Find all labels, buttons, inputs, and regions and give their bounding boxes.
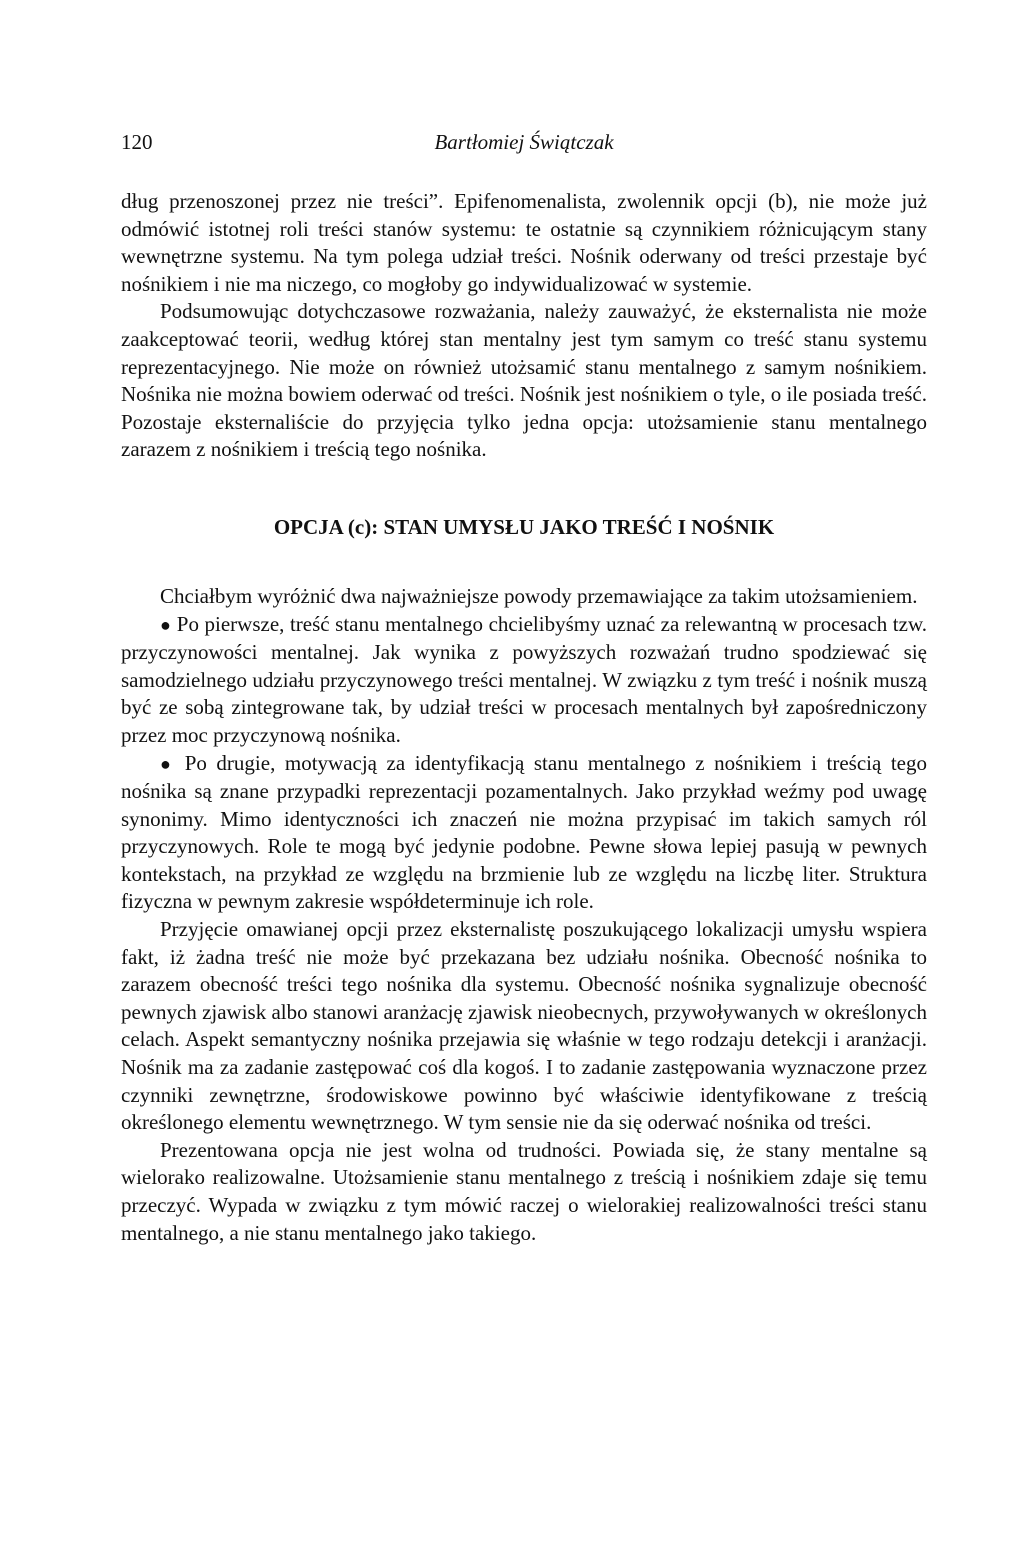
- paragraph-continued: dług przenoszonej przez nie treści”. Epifenomenalista, zwolennik opcji (b), nie może już odmówić istotnej roli treści stanów systemu: te ostatnie są czynnikiem różnicującym stany wewnętrzne systemu. Na tym polega udział treści. Nośnik oderwany od treści przestaje być nośnikiem i nie ma niczego, co mogłoby go indywidualizować w systemie.: [121, 189, 927, 296]
- bullet-icon: ●: [160, 753, 176, 774]
- running-head-author: Bartłomiej Świątczak: [434, 130, 614, 154]
- bullet-paragraph-2: [121, 750, 927, 917]
- paragraph-externalist: Przyjęcie omawianej opcji przez eksternalistę poszukującego lokalizacji umysłu wspiera fakt, iż żadna treść nie może być przekazana bez udziału nośnika. Obecność nośnika to zarazem obecność treści tego nośnika dla systemu. Obecność nośnika sygnalizuje obecność pewnych zjawisk albo stanowi aranżację zjawisk nieobecnych, przywoływanych w określonych celach. Aspekt semantyczny nośnika przejawia się właśnie w tego rodzaju detekcji i aranżacji. Nośnik ma za zadanie zastępować coś dla kogoś. I to zadanie zastępowania wyznaczone przez czynniki zewnętrzne, środowiskowe powinno być właściwie identyfikowane z treścią określonego elementu wewnętrznego. W tym sensie nie da się oderwać nośnika od treści.: [121, 917, 927, 1135]
- page-header: [121, 128, 927, 160]
- section-heading: OPCJA (c): STAN UMYSŁU JAKO TREŚĆ I NOŚNIK: [273, 514, 775, 539]
- paragraph-difficulties: Prezentowana opcja nie jest wolna od trudności. Powiada się, że stany mentalne są wielorako realizowalne. Utożsamienie stanu mentalnego z treścią i nośnikiem zdaje się temu przeczyć. Wypada w związku z tym mówić raczej o wielorakiej realizowalności treści stanu mentalnego, a nie stanu mentalnego jako takiego.: [121, 1137, 927, 1245]
- paragraph-intro: Chciałbym wyróżnić dwa najważniejsze powody przemawiające za takim utożsamieniem.: [160, 583, 918, 608]
- page-number: 120: [121, 130, 153, 154]
- paragraph-summary: Podsumowując dotychczasowe rozważania, należy zauważyć, że eksternalista nie może zaakceptować teorii, według której stan mentalny jest tym samym co treść stanu systemu reprezentacyjnego. Nie może on również utożsamić stanu mentalnego z samym nośnikiem. Nośnika nie można bowiem oderwać od treści. Nośnik jest nośnikiem o tyle, o ile posiada treść. Pozostaje eksternaliście do przyjęcia tylko jedna opcja: utożsamienie stanu mentalnego zarazem z nośnikiem i treścią tego nośnika.: [121, 299, 927, 462]
- bullet-paragraph-1: [121, 611, 927, 750]
- body-text: [121, 188, 927, 1247]
- bullet-icon: ●: [160, 614, 172, 635]
- bullet-text-1: Po pierwsze, treść stanu mentalnego chcielibyśmy uznać za relewantną w procesach tzw. przyczynowości mentalnej. Jak wynika z powyższych rozważań trudno spodziewać się samodzielnego udziału przyczynowego treści mentalnej. W związku z tym treść i nośnik muszą być ze sobą zintegrowane tak, by udział treści w procesach mentalnych był zapośredniczony przez moc przyczynową nośnika.: [121, 611, 928, 747]
- bullet-text-2: Po drugie, motywacją za identyfikacją stanu mentalnego z nośnikiem i treścią tego nośnika są znane przypadki reprezentacji pozamentalnych. Jako przykład weźmy pod uwagę synonimy. Mimo identyczności ich znaczeń nie można przypisać im takich samych ról przyczynowych. Role te mogą być jedynie podobne. Pewne słowa lepiej pasują w pewnych kontekstach, na przykład ze względu na brzmienie lub ze względu na liczbę liter. Struktura fizyczna w pewnym zakresie współdeterminuje ich role.: [121, 750, 928, 914]
